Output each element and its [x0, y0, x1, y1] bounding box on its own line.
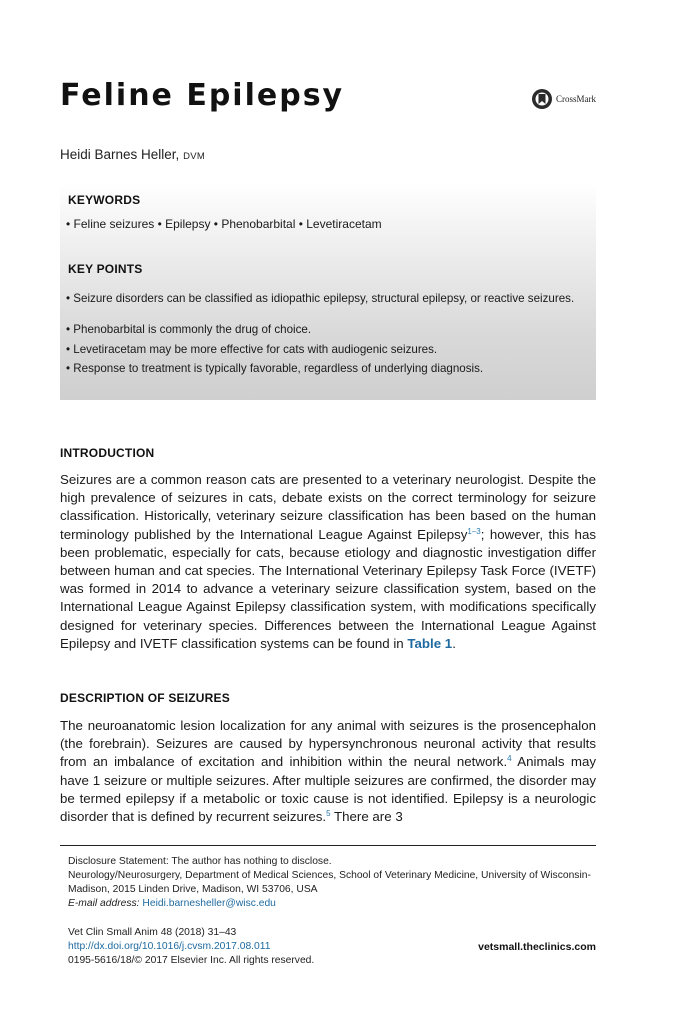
introduction-text: Seizures are a common reason cats are presented to a veterinary neurologist. Despite the high prevalence of seizures in cats, debate exists on the correct terminology for seizure classification. Historically, veterinary seizure classification has been based on the human terminology published by the International League Against Epilepsy [60, 472, 596, 542]
key-point-item: • Response to treatment is typically favorable, regardless of underlying diagnosis. [66, 362, 484, 375]
description-heading: DESCRIPTION OF SEIZURES [60, 691, 230, 705]
introduction-heading: INTRODUCTION [60, 446, 155, 460]
introduction-text: ; however, this has been problematic, especially for cats, because etiology and diagnostic investigation differ between human and cat species. The International Veterinary Epilepsy Task Force (IVETF) was formed in 2014 to advance a veterinary seizure classification system, based on the International League Against Epilepsy classification system, with modifications specifically designed for veterinary species. Differences between the International League Against Epilepsy and IVETF classification systems can be found in [60, 526, 596, 651]
email-label: E-mail address: [68, 898, 140, 909]
reference-link[interactable]: 1–3 [467, 526, 481, 536]
key-points-heading: KEY POINTS [68, 262, 143, 276]
author-name: Heidi Barnes Heller, [60, 147, 180, 162]
email-link[interactable]: Heidi.barnesheller@wisc.edu [142, 898, 276, 909]
author-line [60, 147, 205, 162]
description-text: Animals may have 1 seizure or multiple seizures. After multiple seizures are confirmed, the disorder may be termed epilepsy if a metabolic or toxic cause is not identified. Epilepsy is a neurologic disorder that is defined by recurrent seizures. [60, 754, 596, 825]
author-degree: DVM [183, 151, 206, 162]
email-line [68, 897, 598, 911]
crossmark-label: CrossMark [556, 94, 596, 104]
reference-link[interactable]: 4 [507, 754, 512, 764]
description-text: There are 3 [330, 809, 403, 825]
doi-link[interactable]: http://dx.doi.org/10.1016/j.cvsm.2017.08.011 [68, 941, 271, 952]
keywords-list: • Feline seizures • Epilepsy • Phenobarbital • Levetiracetam [66, 217, 382, 231]
description-text: The neuroanatomic lesion localization for any animal with seizures is the prosencephalon (the forebrain). Seizures are caused by hypersynchronous neuronal activity that results from an imbalance of excitation and inhibition within the neural network. [60, 718, 596, 770]
reference-link[interactable]: 5 [326, 809, 331, 819]
footnote-divider [60, 845, 596, 846]
crossmark-icon [531, 88, 553, 110]
table-1-link[interactable]: Table 1 [407, 635, 453, 651]
key-point-item: • Levetiracetam may be more effective for cats with audiogenic seizures. [66, 343, 438, 356]
keywords-heading: KEYWORDS [68, 193, 141, 207]
crossmark-badge[interactable] [531, 88, 596, 110]
introduction-paragraph [60, 471, 596, 653]
keywords-box [60, 182, 596, 400]
key-point-item: • Seizure disorders can be classified as idiopathic epilepsy, structural epilepsy, or reactive seizures. [66, 292, 575, 305]
journal-website[interactable]: vetsmall.theclinics.com [478, 941, 596, 953]
article-title: Feline Epilepsy [60, 78, 345, 113]
description-paragraph [60, 717, 596, 826]
introduction-text: . [452, 635, 456, 651]
author-affiliation: Neurology/Neurosurgery, Department of Medical Sciences, School of Veterinary Medicine, University of Wisconsin-Madison, 2015 Linden Drive, Madison, WI 53706, USA [68, 870, 591, 896]
journal-citation: Vet Clin Small Anim 48 (2018) 31–43 [68, 927, 237, 938]
copyright-line: 0195-5616/18/© 2017 Elsevier Inc. All rights reserved. [68, 955, 315, 966]
disclosure-statement: Disclosure Statement: The author has nothing to disclose. [68, 856, 332, 867]
key-point-item: • Phenobarbital is commonly the drug of choice. [66, 323, 312, 336]
